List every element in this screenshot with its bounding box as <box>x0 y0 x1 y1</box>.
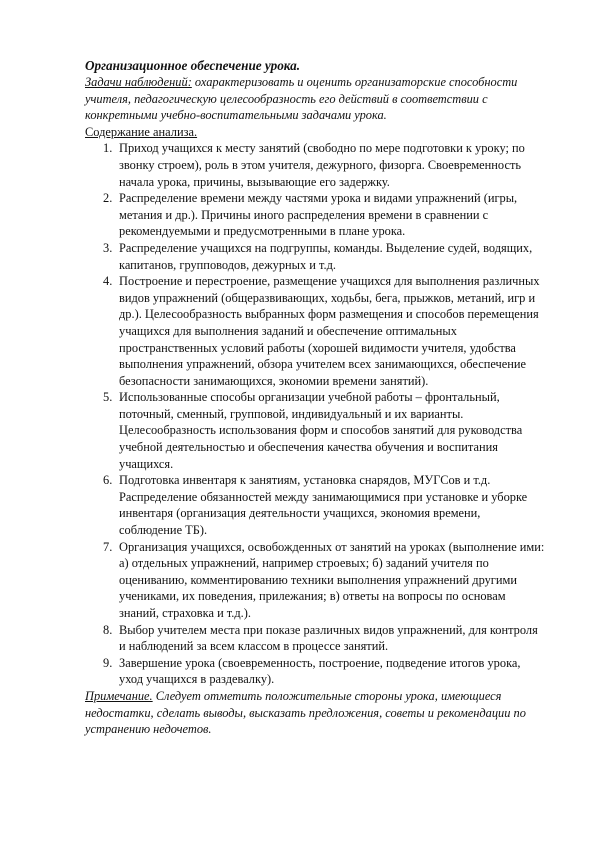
list-item-text: Выбор учителем места при показе различных видов упражнений, для контроля и наблюдений за всем классом в процессе занятий. <box>119 622 538 654</box>
list-item <box>85 190 545 240</box>
list-item-text: Распределение учащихся на подгруппы, команды. Выделение судей, водящих, капитанов, групповодов, дежурных и т.д. <box>119 240 533 272</box>
list-item-number: 6. <box>103 473 113 488</box>
list-item <box>85 655 545 688</box>
list-item-text: Завершение урока (своевременность, построение, подведение итогов урока, уход учащихся в раздевалку). <box>119 655 521 687</box>
list-item <box>85 240 545 273</box>
list-item <box>85 622 545 655</box>
list-item-number: 3. <box>103 240 113 255</box>
list-item-text: Приход учащихся к месту занятий (свободно по мере подготовки к уроку; по звонку строем), роль в этом учителя, дежурного, физорга. Своевременность начала урока, причины, вызывающие его задержку. <box>119 141 525 189</box>
list-item <box>85 389 545 472</box>
list-item-number: 4. <box>103 274 113 289</box>
observation-tasks <box>85 74 545 124</box>
list-item-number: 5. <box>103 390 113 405</box>
list-item-number: 9. <box>103 655 113 670</box>
list-item-text: Подготовка инвентаря к занятиям, установка снарядов, МУГСов и т.д. Распределение обязанностей между занимающимися при установке и уборке инвентаря (организация деятельности учащихся, экономия времени, соблюдение ТБ). <box>119 473 528 538</box>
note <box>85 688 545 738</box>
observation-tasks-label: Задачи наблюдений: <box>85 75 192 89</box>
document-page <box>85 57 545 738</box>
list-item-number: 8. <box>103 622 113 637</box>
analysis-content-heading: Содержание анализа. <box>85 124 198 139</box>
observation-tasks-text: охарактеризовать и оценить организаторские способности учителя, педагогическую целесообразность его действий в соответствии с конкретными учебно-воспитательными задачами урока. <box>85 75 518 123</box>
list-item-text: Распределение времени между частями урока и видами упражнений (игры, метания и др.). Причины иного распределения времени в сравнении с рекомендуемыми и предусмотренными в плане урока. <box>119 191 518 239</box>
analysis-list <box>85 140 545 688</box>
list-item <box>85 140 545 190</box>
list-item <box>85 273 545 389</box>
list-item-number: 7. <box>103 539 113 554</box>
list-item-text: Построение и перестроение, размещение учащихся для выполнения различных видов упражнений (общеразвивающих, ходьбы, бега, прыжков, метаний, игр и др.). Целесообразность выбранных форм размещения и способов перемещения учащихся для выполнения заданий и обеспечение оптимальных пространственных условий работы (хорошей видимости учителя, удобства выполнения упражнений, обзора учителем всех занимающихся, обеспечение безопасности занимающихся, экономии времени занятий). <box>119 274 540 388</box>
list-item-number: 1. <box>103 141 113 156</box>
list-item-text: Использованные способы организации учебной работы – фронтальный, поточный, сменный, групповой, индивидуальный и их варианты. Целесообразность использования форм и способов занятий для руководства учебной деятельностью и обеспечения качества обучения и воспитания учащихся. <box>119 390 523 471</box>
list-item <box>85 472 545 538</box>
note-text: Следует отметить положительные стороны урока, имеющиеся недостатки, сделать выводы, высказать предложения, советы и рекомендации по устранению недочетов. <box>85 688 526 737</box>
note-label: Примечание. <box>85 688 153 703</box>
list-item-number: 2. <box>103 191 113 206</box>
document-title: Организационное обеспечение урока. <box>85 58 301 73</box>
list-item <box>85 539 545 622</box>
list-item-text: Организация учащихся, освобожденных от занятий на уроках (выполнение ими: а) отдельных упражнений, например строевых; б) заданий учителя по оцениванию, комментированию техники выполнения упражнений другими учениками, их поведения, прилежания; в) ответы на вопросы по основам знаний, страховка и т.д.). <box>119 539 545 620</box>
